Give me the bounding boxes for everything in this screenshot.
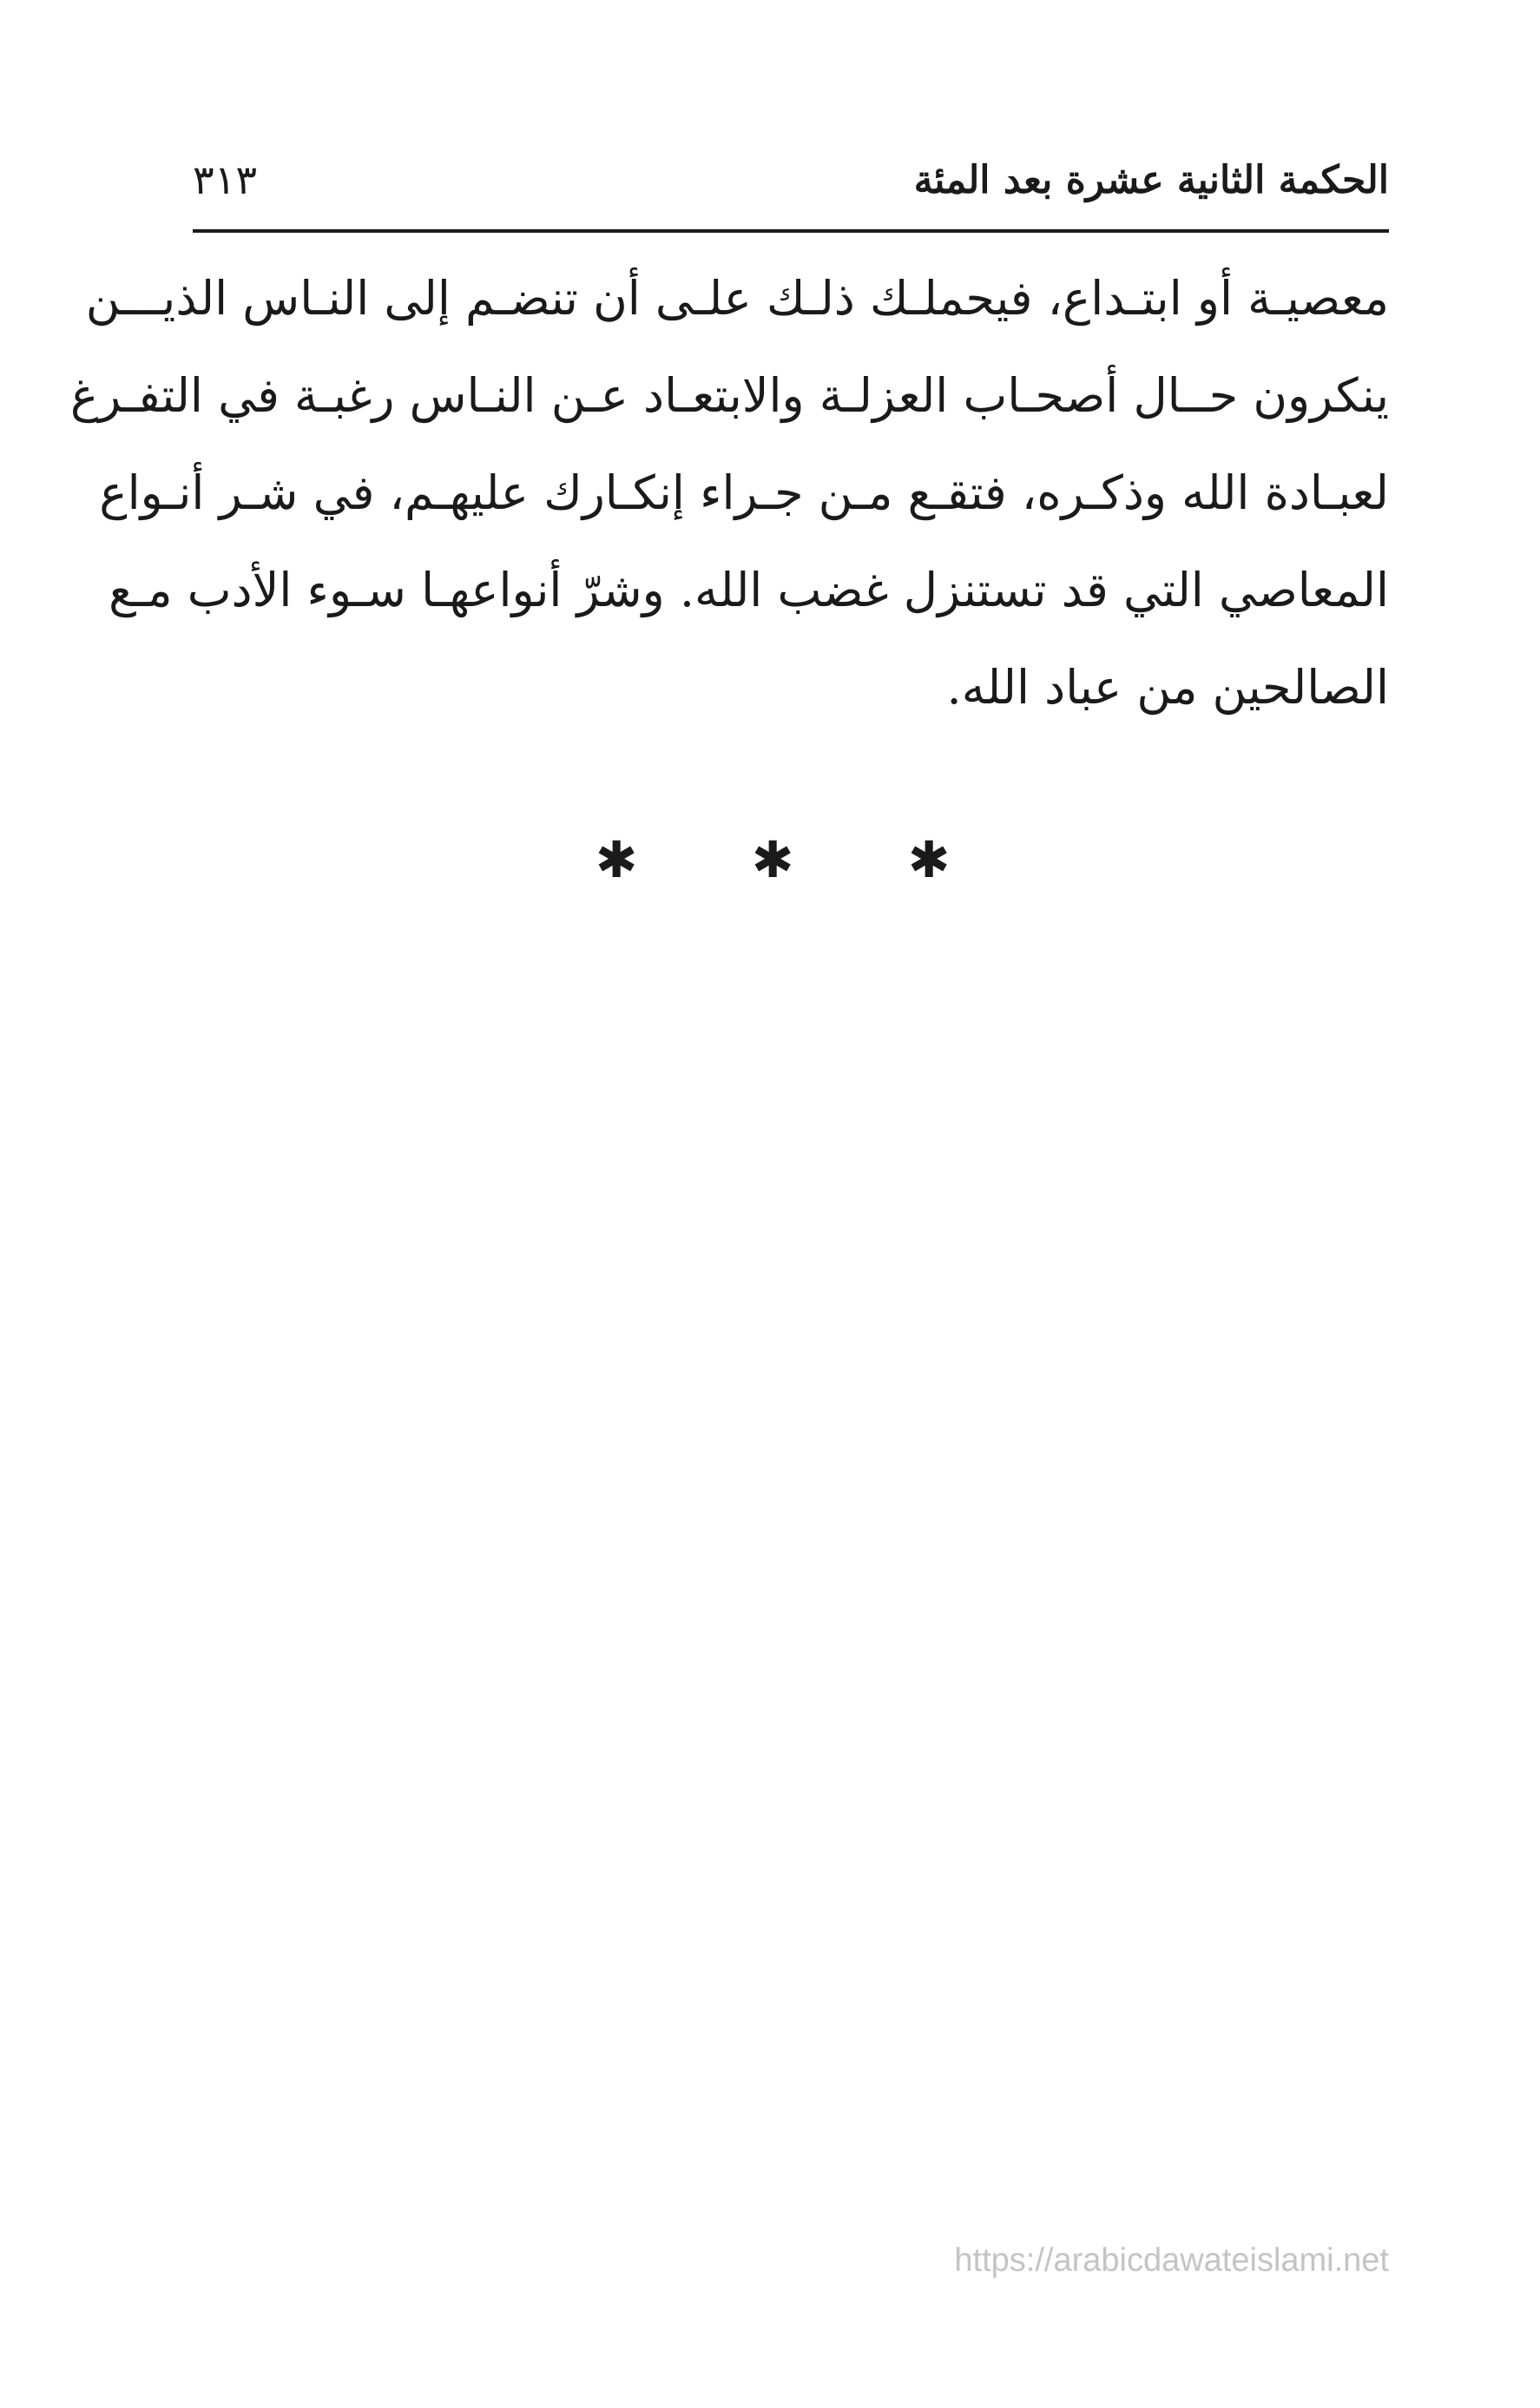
- text-line: معصيـة أو ابتـداع، فيحملـك ذلـك علـى أن تنضـم إلى النـاس الذيـــن: [85, 271, 1389, 326]
- running-title: الحكمة الثانية عشرة بعد المئة: [913, 158, 1389, 202]
- section-separator: [590, 825, 955, 894]
- header-divider: [193, 229, 1389, 233]
- body-paragraph: [70, 250, 1389, 736]
- text-line: الصالحين من عباد الله.: [946, 660, 1389, 715]
- page-number: ٣١٣: [193, 156, 258, 203]
- text-line: لعبـادة الله وذكـره، فتقـع مـن جـراء إنكـارك عليهـم، في شـر أنـواع: [99, 465, 1389, 520]
- text-line: ينكرون حــال أصحـاب العزلـة والابتعـاد عـن النـاس رغبـة في التفـرغ: [70, 368, 1389, 423]
- asterisk-icon: ✱: [751, 830, 794, 889]
- page-header: [193, 149, 1389, 228]
- asterisk-icon: ✱: [595, 830, 638, 889]
- text-line: المعاصي التي قد تستنزل غضب الله. وشرّ أنواعهـا سـوء الأدب مـع: [109, 563, 1389, 617]
- asterisk-icon: ✱: [907, 830, 951, 889]
- website-watermark: https://arabicdawateislami.net: [954, 2242, 1389, 2279]
